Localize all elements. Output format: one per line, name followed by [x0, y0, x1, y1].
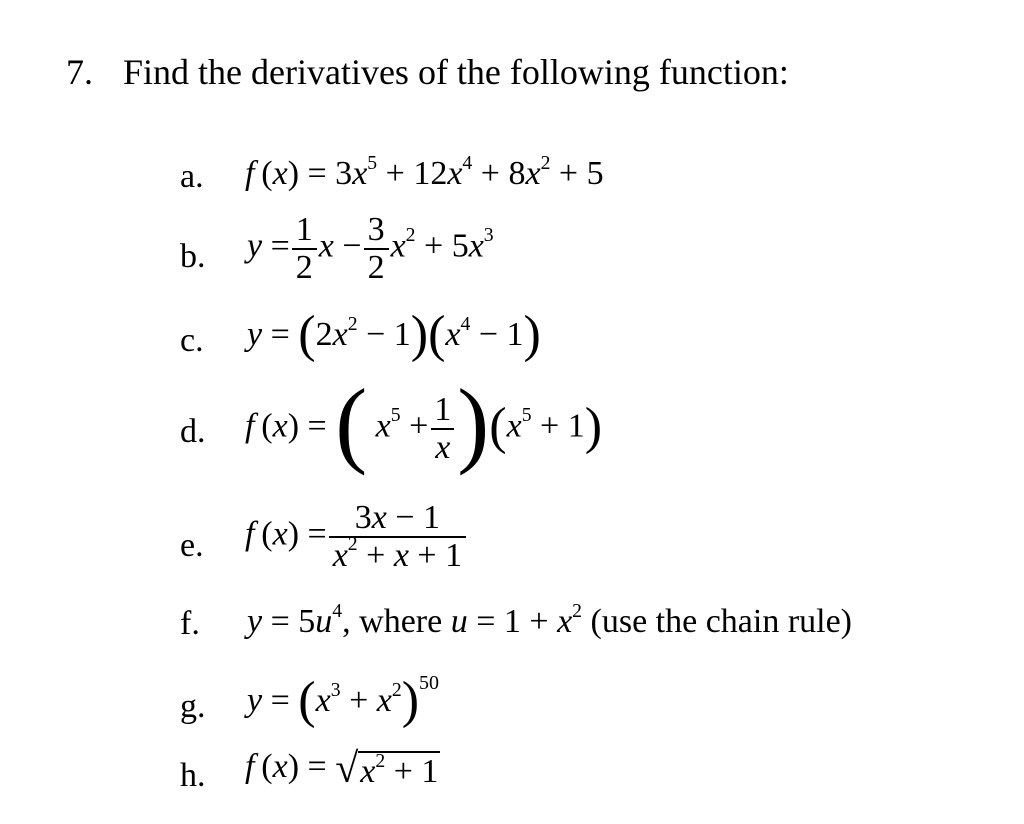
- item-letter-b: b.: [180, 238, 206, 275]
- item-letter-g: g.: [180, 688, 206, 725]
- item-letter-c: c.: [180, 322, 204, 359]
- equation-g: $y = (x^3 + x^2)^{50}$: [247, 672, 440, 730]
- chain-rule-note: (use the chain rule): [590, 603, 853, 640]
- item-letter-f: f.: [180, 605, 200, 642]
- equation-e: f (x) = $\frac{3x - 1}{x^2 + x + 1}$: [245, 500, 468, 573]
- equation-b: y = $\frac{1}{2}$ x − $\frac{3}{2}$ $x^2 + 5x^3$: [247, 211, 494, 286]
- question-number: 7.: [66, 52, 93, 92]
- equation-h: f (x) = √ $x^2 + 1$: [245, 746, 439, 793]
- where-text: where: [359, 603, 443, 640]
- item-letter-d: d.: [180, 413, 206, 450]
- square-root: √ $x^2 + 1$: [335, 746, 439, 793]
- item-letter-e: e.: [180, 527, 204, 564]
- equation-f: $y = 5u^4$, where $u = 1 + x^2$ (use the chain rule): [247, 599, 853, 640]
- item-letter-a: a.: [180, 158, 204, 195]
- question-text: Find the derivatives of the following function:: [123, 52, 789, 92]
- item-letter-h: h.: [180, 757, 206, 794]
- equation-a: f $(x) = 3x^5 + 12x^4 + 8x^2 + 5$: [245, 151, 604, 192]
- equation-c: $y = (2x^2 - 1)(x^4 - 1)$: [247, 306, 541, 364]
- equation-d: f (x) = ( $x^5$ + $\frac{1}{x}$ )$(x^5 + 1)$: [245, 368, 603, 476]
